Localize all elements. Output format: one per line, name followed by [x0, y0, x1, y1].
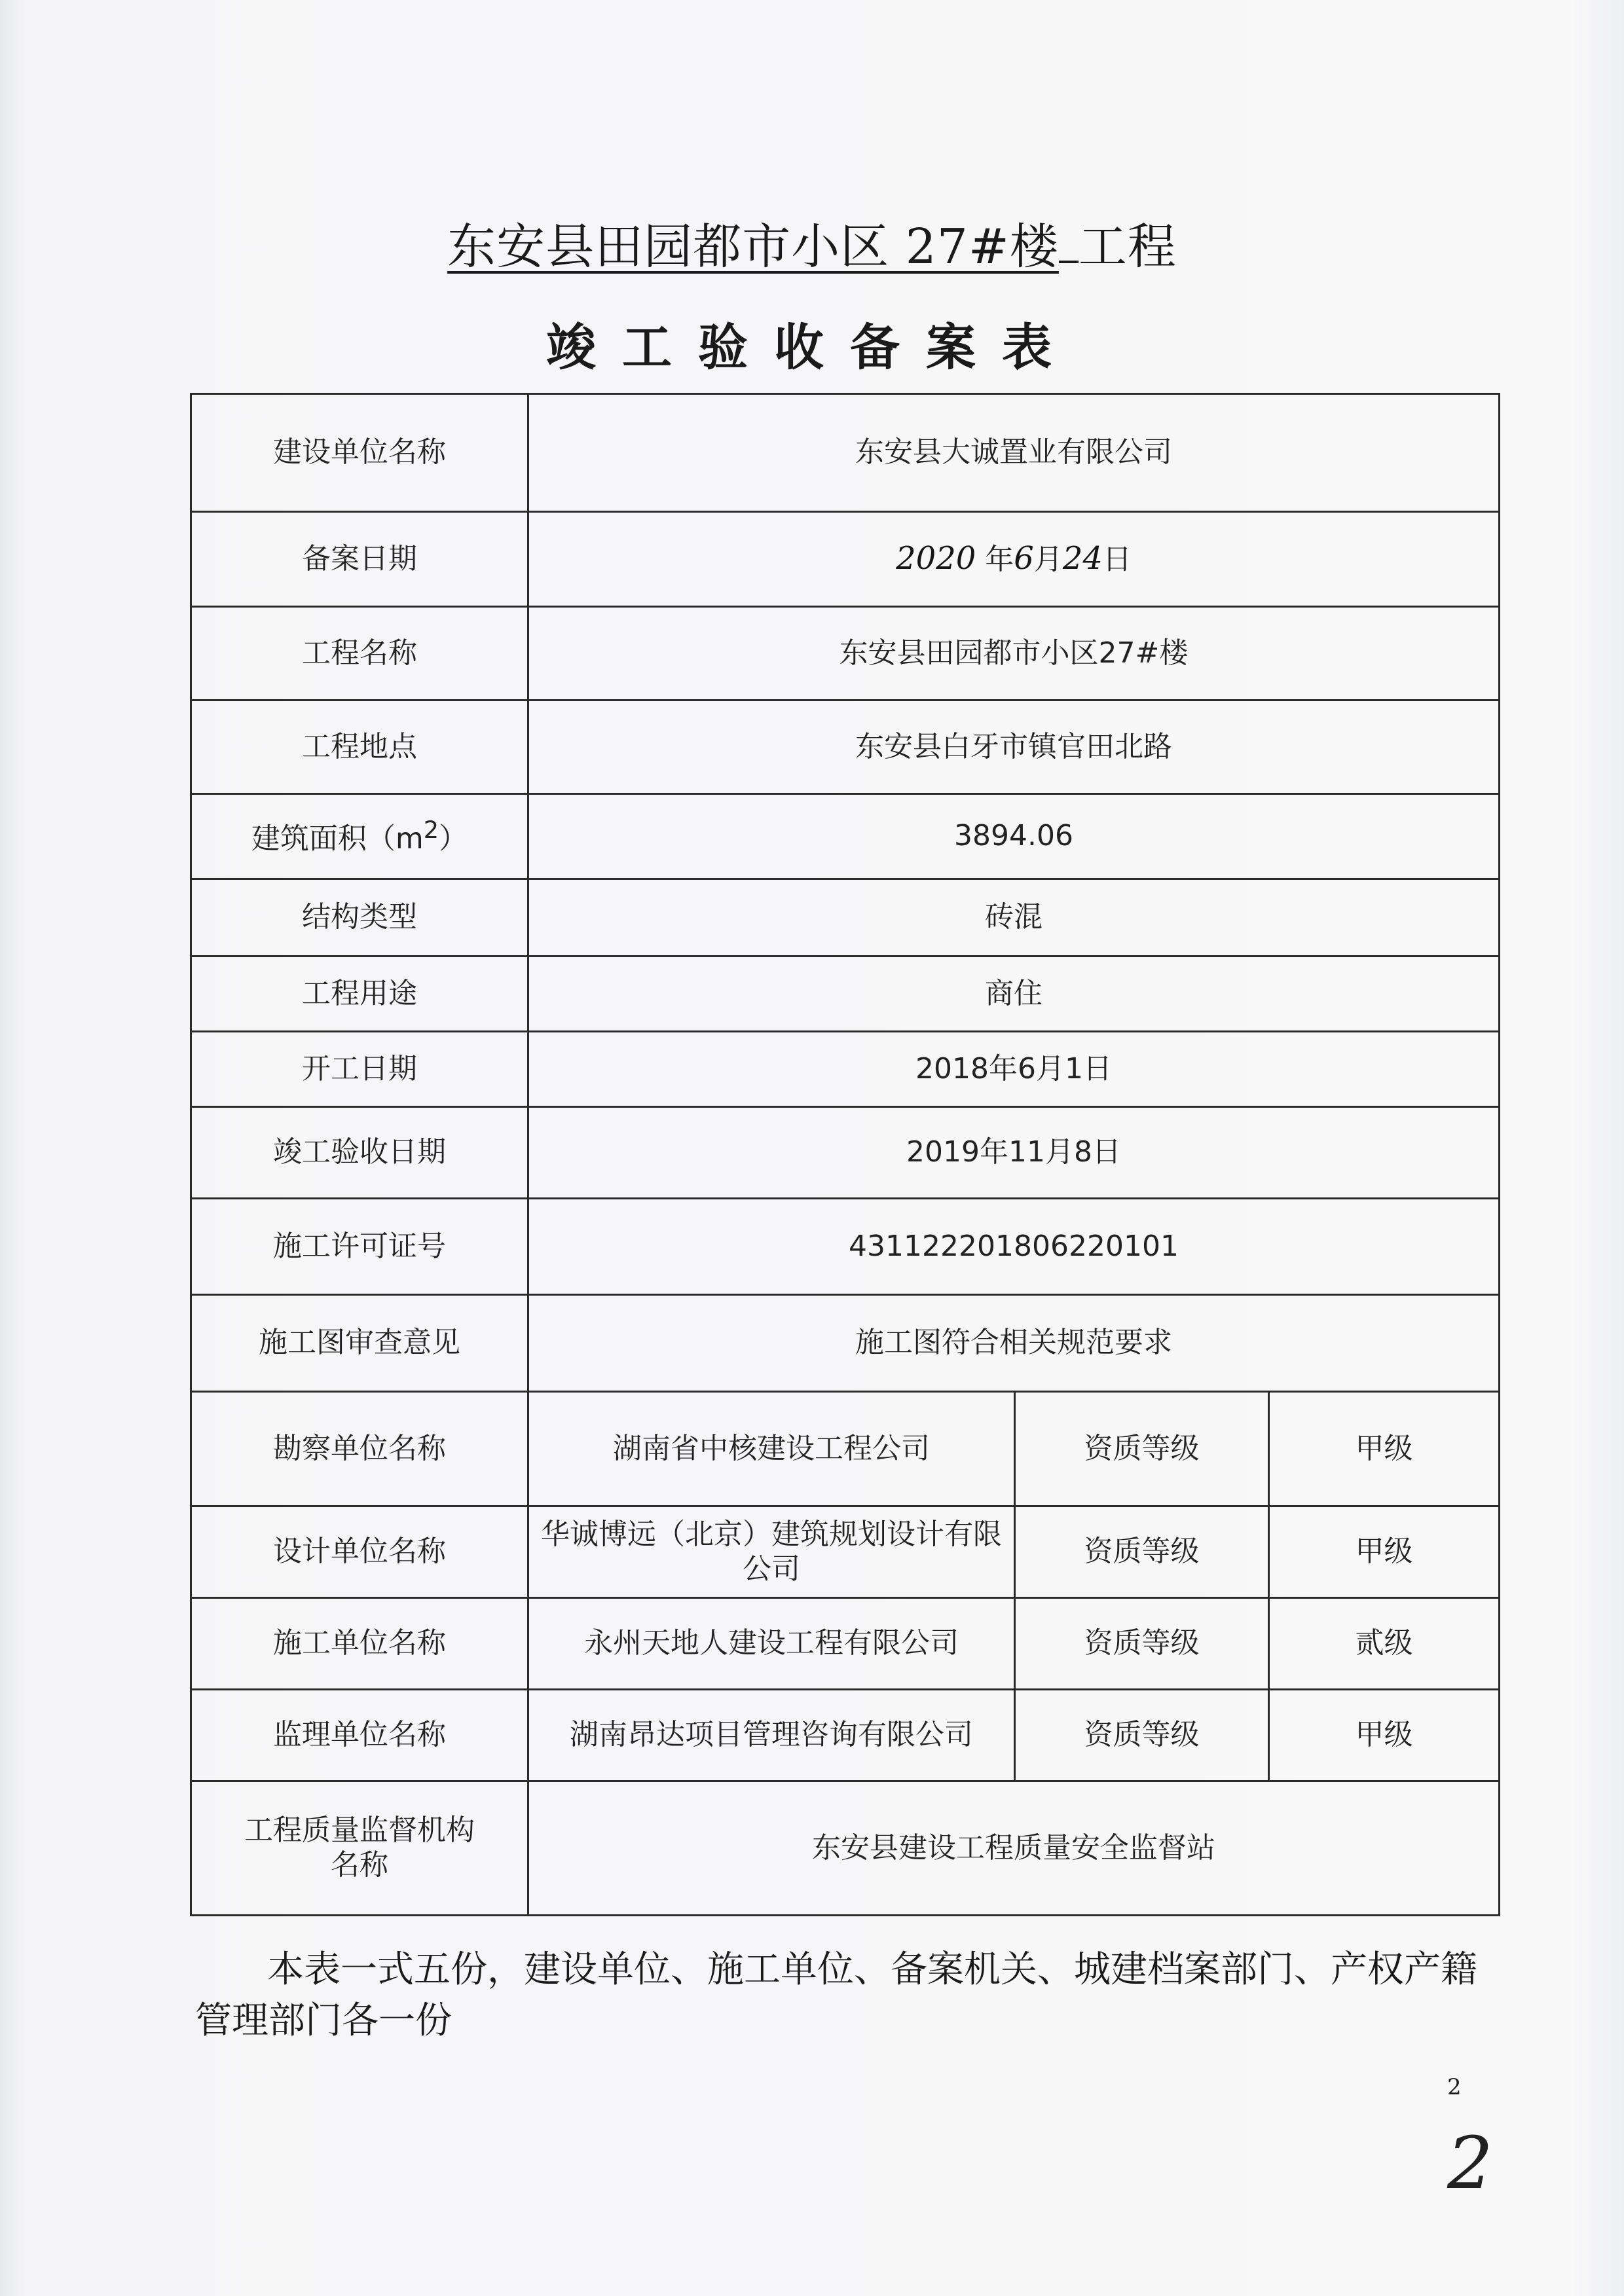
qualification-value: 贰级 [1269, 1598, 1500, 1690]
qualification-value: 甲级 [1269, 1690, 1500, 1781]
qualification-label: 资质等级 [1015, 1598, 1269, 1690]
table-row [191, 1690, 1500, 1781]
row-value: 2019年11月8日 [528, 1107, 1500, 1199]
row-label: 开工日期 [191, 1032, 528, 1107]
handwritten-day: 24 [1062, 540, 1103, 577]
table-row [191, 794, 1500, 879]
qualification-value: 甲级 [1269, 1506, 1500, 1598]
row-value: 3894.06 [528, 794, 1500, 879]
supervision-value: 东安县建设工程质量安全监督站 [528, 1781, 1500, 1916]
row-value: 2018年6月1日 [528, 1032, 1500, 1107]
row-value: 东安县田园都市小区27#楼 [528, 607, 1500, 701]
row-value: 东安县大诚置业有限公司 [528, 394, 1500, 512]
row-label: 建设单位名称 [191, 394, 528, 512]
row-label: 施工图审查意见 [191, 1295, 528, 1392]
row-label: 工程地点 [191, 701, 528, 794]
area-label: 建筑面积（m [251, 822, 424, 856]
table-row [191, 1295, 1500, 1392]
supervision-label: 工程质量监督机构名称 [191, 1781, 528, 1916]
table-row [191, 1598, 1500, 1690]
table-row [191, 1107, 1500, 1199]
row-label: 工程名称 [191, 607, 528, 701]
row-label [191, 794, 528, 879]
table-row [191, 1781, 1500, 1916]
table-row [191, 394, 1500, 512]
table-row [191, 957, 1500, 1032]
qualification-label: 资质等级 [1015, 1392, 1269, 1506]
unit-value: 华诚博远（北京）建筑规划设计有限公司 [528, 1506, 1015, 1598]
handwritten-year: 2020 [896, 540, 976, 577]
row-value: 施工图符合相关规范要求 [528, 1295, 1500, 1392]
row-value: 商住 [528, 957, 1500, 1032]
document-title [0, 208, 1624, 278]
unit-value: 永州天地人建设工程有限公司 [528, 1598, 1015, 1690]
table-row [191, 1392, 1500, 1506]
table-row [191, 512, 1500, 607]
page-number: 2 [1447, 2074, 1462, 2100]
unit-value: 湖南昂达项目管理咨询有限公司 [528, 1690, 1015, 1781]
area-label-close: ） [439, 822, 468, 856]
month-char: 月 [1033, 543, 1063, 577]
title-suffix: 工程 [1078, 219, 1177, 275]
filing-date-value [528, 512, 1500, 607]
table-row [191, 1506, 1500, 1598]
unit-value: 湖南省中核建设工程公司 [528, 1392, 1015, 1506]
handwritten-page-number: 2 [1447, 2121, 1493, 2205]
table-row [191, 879, 1500, 957]
unit-label: 勘察单位名称 [191, 1392, 528, 1506]
unit-label: 设计单位名称 [191, 1506, 528, 1598]
row-label: 工程用途 [191, 957, 528, 1032]
row-value: 砖混 [528, 879, 1500, 957]
row-label: 结构类型 [191, 879, 528, 957]
copies-note: 本表一式五份，建设单位、施工单位、备案机关、城建档案部门、产权产籍管理部门各一份 [195, 1948, 1477, 2042]
row-value: 东安县白牙市镇官田北路 [528, 701, 1500, 794]
area-label-superscript: 2 [423, 816, 439, 845]
record-form-table [190, 393, 1500, 1916]
document-subtitle: 竣工验收备案表 [546, 318, 1078, 376]
table-row [191, 1199, 1500, 1295]
handwritten-month: 6 [1014, 540, 1034, 577]
unit-label: 施工单位名称 [191, 1598, 528, 1690]
unit-label: 监理单位名称 [191, 1690, 528, 1781]
row-value: 431122201806220101 [528, 1199, 1500, 1295]
qualification-label: 资质等级 [1015, 1690, 1269, 1781]
row-label: 备案日期 [191, 512, 528, 607]
row-label: 施工许可证号 [191, 1199, 528, 1295]
qualification-label: 资质等级 [1015, 1506, 1269, 1598]
row-label: 竣工验收日期 [191, 1107, 528, 1199]
table-row [191, 607, 1500, 701]
table-row [191, 1032, 1500, 1107]
title-project-name: 东安县田园都市小区 27#楼 [447, 219, 1059, 275]
day-char: 日 [1102, 543, 1132, 577]
table-row [191, 701, 1500, 794]
title-underline-gap [1059, 223, 1079, 263]
year-char: 年 [985, 543, 1014, 577]
qualification-value: 甲级 [1269, 1392, 1500, 1506]
